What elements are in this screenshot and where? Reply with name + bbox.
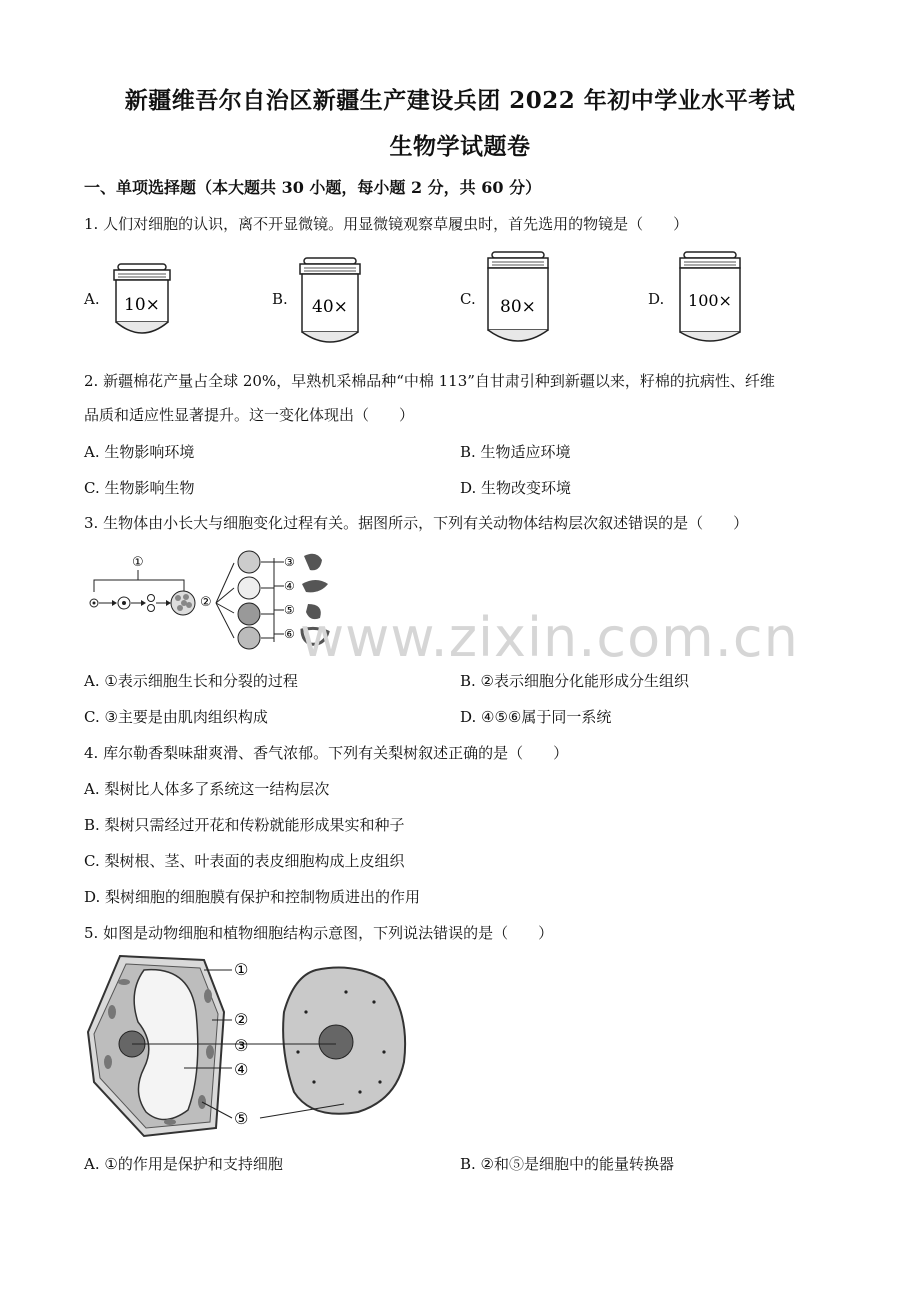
q2-option-d: D. 生物改变环境 xyxy=(460,479,572,497)
lens-c-label: 80× xyxy=(500,297,536,317)
label-3: ③ xyxy=(284,555,295,569)
q5-option-b: B. ②和⑤是细胞中的能量转换器 xyxy=(460,1155,675,1173)
q1-option-d-letter: D. xyxy=(648,290,665,308)
exam-title: 新疆维吾尔自治区新疆生产建设兵团 2022 年初中学业水平考试 xyxy=(124,87,796,114)
question-4-stem: 4. 库尔勒香梨味甜爽滑、香气浓郁。下列有关梨树叙述正确的是（ ） xyxy=(84,744,569,762)
q3-option-a: A. ①表示细胞生长和分裂的过程 xyxy=(84,672,298,690)
q4-option-a: A. 梨树比人体多了系统这一结构层次 xyxy=(84,780,330,798)
section-heading: 一、单项选择题（本大题共 30 小题，每小题 2 分，共 60 分） xyxy=(84,178,542,197)
exam-subtitle: 生物学试题卷 xyxy=(389,133,531,160)
cell-label-2: ② xyxy=(234,1010,249,1029)
lens-b-label: 40× xyxy=(312,297,348,317)
q3-option-d: D. ④⑤⑥属于同一系统 xyxy=(460,708,612,726)
plant-cell xyxy=(88,956,224,1136)
q1-option-b-letter: B. xyxy=(272,290,288,308)
liver-icon xyxy=(302,580,328,592)
label-4: ④ xyxy=(284,579,295,593)
cell-structure-diagram xyxy=(84,952,424,1140)
q3-option-c: C. ③主要是由肌肉组织构成 xyxy=(84,708,268,726)
q4-option-b: B. 梨树只需经过开花和传粉就能形成果实和种子 xyxy=(84,816,405,834)
cell-label-1: ① xyxy=(234,960,249,979)
question-5-stem: 5. 如图是动物细胞和植物细胞结构示意图，下列说法错误的是（ ） xyxy=(84,924,554,942)
question-2-stem-line2: 品质和适应性显著提升。这一变化体现出（ ） xyxy=(84,406,415,424)
lens-a-label: 10× xyxy=(124,295,160,315)
lens-d-label: 100× xyxy=(688,291,732,310)
q2-option-b: B. 生物适应环境 xyxy=(460,443,571,461)
label-6: ⑥ xyxy=(284,627,295,641)
q2-option-c: C. 生物影响生物 xyxy=(84,479,195,497)
label-5: ⑤ xyxy=(284,603,295,617)
watermark: www.zixin.com.cn xyxy=(300,606,799,669)
cell-development-diagram xyxy=(84,548,334,652)
q5-option-a: A. ①的作用是保护和支持细胞 xyxy=(84,1155,283,1173)
q2-option-a: A. 生物影响环境 xyxy=(84,443,195,461)
cell-label-3: ③ xyxy=(234,1036,249,1055)
q3-option-b: B. ②表示细胞分化能形成分生组织 xyxy=(460,672,690,690)
label-2: ② xyxy=(200,595,212,610)
animal-cell xyxy=(283,968,405,1114)
q1-options xyxy=(84,250,844,360)
heart-icon xyxy=(304,554,322,571)
question-3-stem: 3. 生物体由小长大与细胞变化过程有关。据图所示，下列有关动物体结构层次叙述错误的是（ ） xyxy=(84,514,749,532)
objective-lens-40x-icon xyxy=(290,252,370,358)
cell-label-5: ⑤ xyxy=(234,1109,249,1128)
objective-lens-10x-icon xyxy=(102,262,182,358)
label-1: ① xyxy=(132,555,144,570)
objective-lens-100x-icon xyxy=(670,250,750,354)
q1-option-c-letter: C. xyxy=(460,290,476,308)
question-1-stem: 1. 人们对细胞的认识，离不开显微镜。用显微镜观察草履虫时，首先选用的物镜是（ ） xyxy=(84,215,689,233)
q4-option-d: D. 梨树细胞的细胞膜有保护和控制物质进出的作用 xyxy=(84,888,421,906)
q4-option-c: C. 梨树根、茎、叶表面的表皮细胞构成上皮组织 xyxy=(84,852,405,870)
question-2-stem-line1: 2. 新疆棉花产量占全球 20%，早熟机采棉品种“中棉 113”自甘肃引种到新疆以来，籽棉的抗病性、纤维 xyxy=(84,372,775,390)
cell-label-4: ④ xyxy=(234,1060,249,1079)
q1-option-a-letter: A. xyxy=(84,290,100,308)
objective-lens-80x-icon xyxy=(478,250,558,358)
